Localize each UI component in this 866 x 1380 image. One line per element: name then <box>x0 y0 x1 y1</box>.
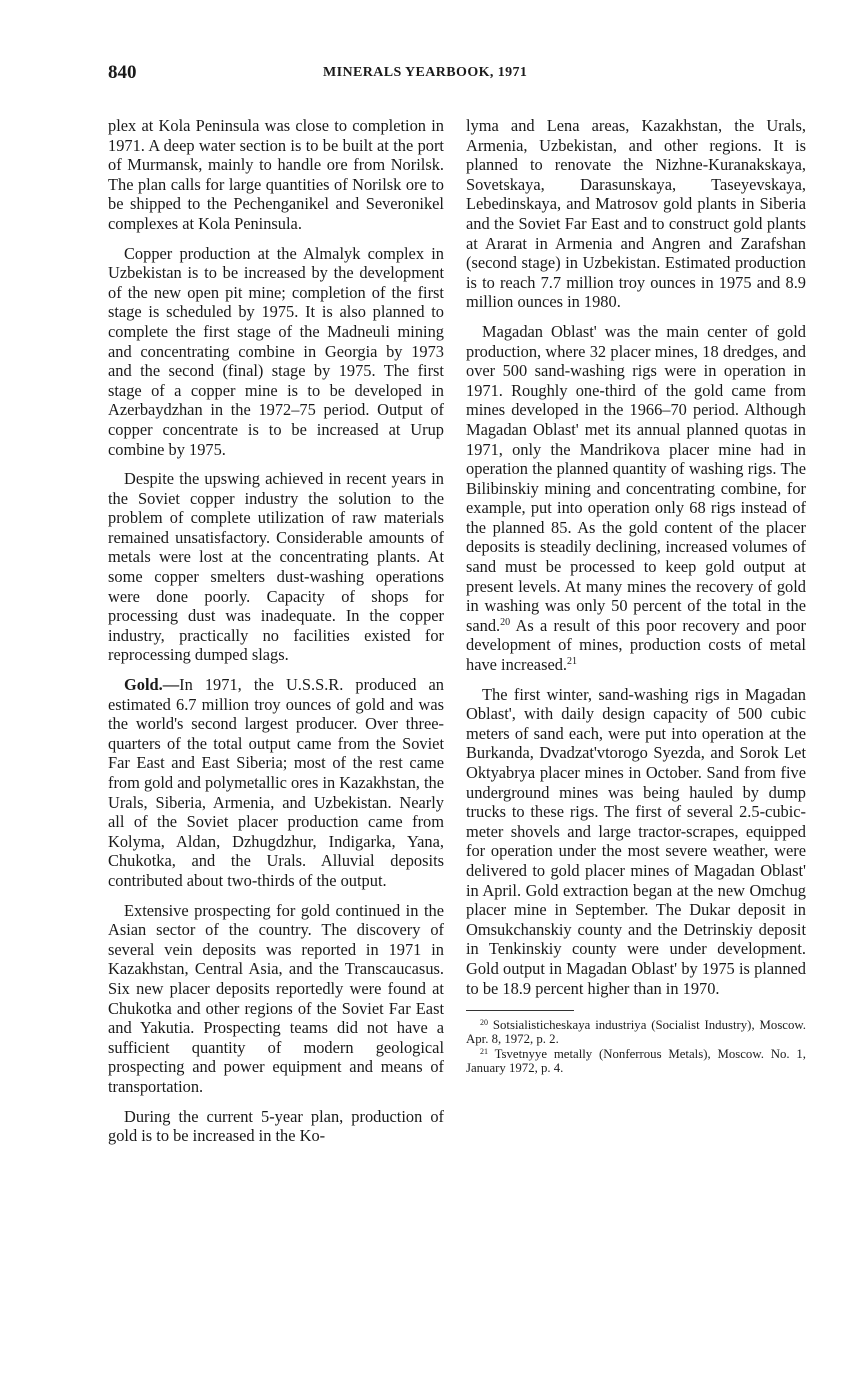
paragraph: lyma and Lena areas, Kazakhstan, the Urals, Armenia, Uzbekistan, and other regions. It is planned to renovate the Nizhne-Kuranakskaya, Sovetskaya, Darasunskaya, Taseyevskaya, Lebedinskaya, and Matrosov gold plants in Siberia and the Soviet Far East and to construct gold plants at Ararat in Armenia and Angren and Zarafshan (second stage) in Uzbekistan. Estimated production is to reach 7.7 million troy ounces in 1975 and 8.9 million ounces in 1980. <box>466 116 806 312</box>
running-head: MINERALS YEARBOOK, 1971 <box>323 65 528 80</box>
page-number: 840 <box>108 62 137 83</box>
footnote <box>466 1018 806 1046</box>
footnote <box>466 1047 806 1075</box>
footnote-text: Sotsialisticheskaya industriya (Socialist Industry), Moscow. Apr. 8, 1972, p. 2. <box>466 1018 806 1047</box>
footnote-reference: 20 <box>500 616 511 628</box>
footnote-rule <box>466 1010 574 1011</box>
paragraph-text: In 1971, the U.S.S.R. produced an estimated 6.7 million troy ounces of gold and was the world's second largest producer. Over three-quarters of the total output came from the Soviet Far East and East Siberia; most of the rest came from gold and polymetallic ores in Kazakhstan, the Urals, Siberia, Armenia, and Uzbekistan. Nearly all of the Soviet placer production came from Kolyma, Aldan, Dzhugdzhur, Indigarka, Yana, Chukotka, and the Urals. Alluvial deposits contributed about two-thirds of the output. <box>108 675 444 890</box>
paragraph-gold <box>108 675 444 891</box>
paragraph: Despite the upswing achieved in recent years in the Soviet copper industry the solution to the problem of complete utilization of raw materials remained unsatisfactory. Considerable amounts of metals were lost at the concentrating plants. At some copper smelters dust-washing operations were done poorly. Capacity of shops for processing dust was inadequate. In the copper industry, practically no facilities existed for reprocessing dumped slags. <box>108 469 444 665</box>
right-column <box>466 116 806 1076</box>
paragraph: During the current 5-year plan, production of gold is to be increased in the Ko- <box>108 1106 444 1146</box>
footnote-number: 21 <box>480 1047 488 1057</box>
footnote-text: Tsvetnyye metally (Nonferrous Metals), Moscow. No. 1, January 1972, p. 4. <box>466 1047 807 1076</box>
paragraph-magadan <box>466 322 806 675</box>
page-header <box>108 62 760 88</box>
footnote-number: 20 <box>480 1018 488 1028</box>
paragraph: plex at Kola Peninsula was close to completion in 1971. A deep water section is to be built at the port of Murmansk, mainly to handle ore from Norilsk. The plan calls for large quantities of Norilsk ore to be shipped to the Pechenganikel and Severonikel complexes at Kola Peninsula. <box>108 116 444 233</box>
section-run-in-heading: Gold.— <box>124 675 180 695</box>
left-column <box>108 116 444 1146</box>
footnote-reference: 21 <box>567 656 578 668</box>
paragraph-text: As a result of this poor recovery and poor development of mines, production costs of metal have increased. <box>466 615 806 675</box>
paragraph-text: Magadan Oblast' was the main center of gold production, where 32 placer mines, 18 dredges, and over 500 sand-washing rigs were in operation in 1971. Roughly one-third of the gold came from mines developed in the 1966–70 period. Although Magadan Oblast' met its annual planned quotas in 1971, only the Mandrikova placer mine had in operation the planned quantity of washing rigs. The Bilibinskiy mining and concentrating combine, for example, put into operation only 68 rigs instead of the planned 85. As the gold content of the placer deposits is steadily declining, increased volumes of sand must be processed to keep gold output at present levels. At many mines the recovery of gold in washing was only 50 percent of the total in the sand. <box>466 321 806 635</box>
paragraph: Extensive prospecting for gold continued in the Asian sector of the country. The discovery of several vein deposits was reported in 1971 in Kazakhstan, Central Asia, and the Transcaucasus. Six new placer deposits reportedly were found at Chukotka and other regions of the Soviet Far East and Yakutia. Prospecting teams did not have a sufficient quantity of modern geological prospecting and power equipment and means of transportation. <box>108 900 444 1096</box>
paragraph: Copper production at the Almalyk complex in Uzbekistan is to be increased by the development of the new open pit mine; completion of the first stage is scheduled by 1975. It is also planned to complete the first stage of the Madneuli mining and concentrating combine in Georgia by 1973 and the second (final) stage by 1975. The first stage of a copper mine is to be developed in Azerbaydzhan in the 1972–75 period. Output of copper concentrate is to be increased at Urup combine by 1975. <box>108 243 444 459</box>
paragraph: The first winter, sand-washing rigs in Magadan Oblast', with daily design capacity of 500 cubic meters of sand each, were put into operation at the Burkanda, Dvadzat'vtorogo Syezda, and Sorok Let Oktyabrya placer mines in October. Sand from five underground mines was being hauled by dump trucks to these rigs. The first of several 2.5-cubic-meter shovels and large tractor-scrapes, equipped for operation under the most severe weather, were delivered to gold placer mines of Magadan Oblast' in April. Gold extraction began at the new Omchug placer mine in September. The Dukar deposit in Omsukchanskiy county and the Detrinskiy deposit in Tenkinskiy county were under development. Gold output in Magadan Oblast' by 1975 is planned to be 18.9 percent higher than in 1970. <box>466 684 806 998</box>
